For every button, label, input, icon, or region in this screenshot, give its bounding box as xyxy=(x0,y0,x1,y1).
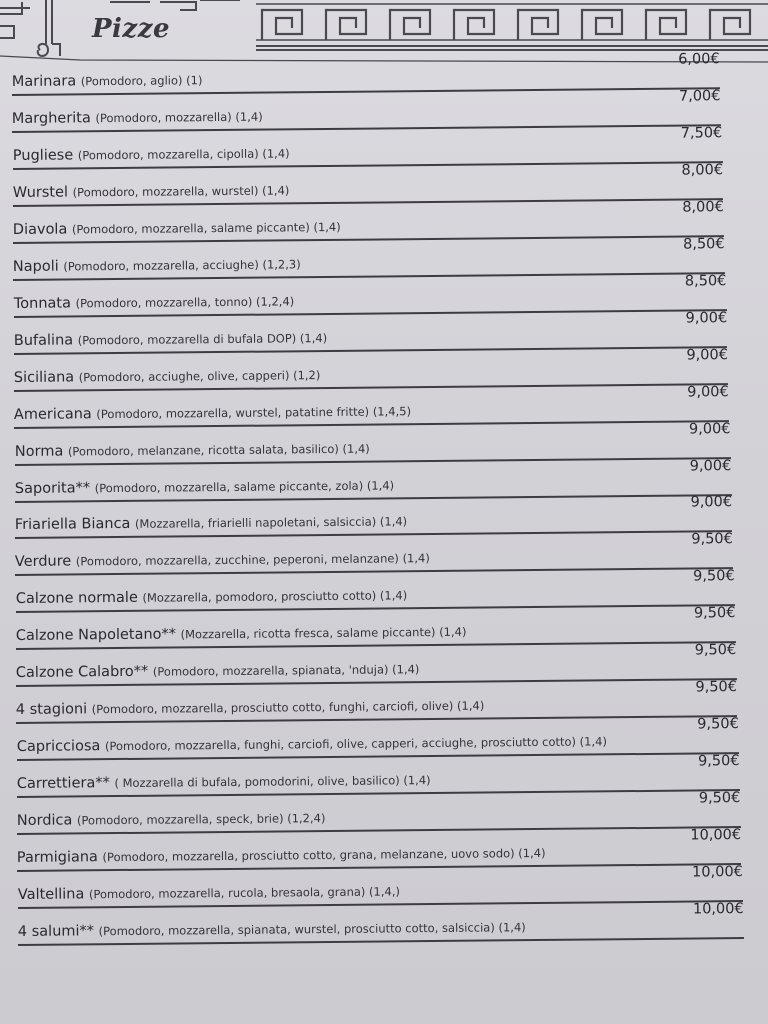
pizza-ingredients: ( Mozzarella di bufala, pomodorini, olive, basilico) (1,4) xyxy=(114,773,431,791)
pizza-name: 4 stagioni xyxy=(16,701,88,719)
pizza-price: 10,00€ xyxy=(691,864,743,881)
pizza-ingredients: (Pomodoro, mozzarella, prosciutto cotto, grana, melanzane, uovo sodo) (1,4) xyxy=(102,846,547,865)
pizza-price: 9,00€ xyxy=(686,346,729,364)
pizza-name: 4 salumi** xyxy=(17,923,95,941)
menu-item-name xyxy=(17,772,431,792)
pizza-price: 9,50€ xyxy=(698,790,741,807)
pizza-ingredients: (Pomodoro, mozzarella, salame piccante) (1,4) xyxy=(71,219,341,237)
pizza-price: 9,00€ xyxy=(687,383,730,401)
menu-item-name xyxy=(16,734,606,756)
pizza-ingredients: (Pomodoro, mozzarella, acciughe) (1,2,3) xyxy=(63,257,302,274)
pizza-ingredients: (Pomodoro, mozzarella, zucchine, peperoni, melanzane) (1,4) xyxy=(76,551,431,569)
pizza-price: 9,50€ xyxy=(694,642,737,659)
menu-item-name xyxy=(13,219,341,238)
menu-item-name xyxy=(14,367,321,386)
pizza-name: Pugliese xyxy=(12,147,73,164)
pizza-ingredients: (Pomodoro, mozzarella, tonno) (1,2,4) xyxy=(75,294,294,311)
pizza-ingredients: (Pomodoro, mozzarella, cipolla) (1,4) xyxy=(77,146,290,163)
pizza-name: Calzone Napoletano** xyxy=(15,626,176,645)
pizza-price: 9,00€ xyxy=(690,494,733,511)
pizza-ingredients: (Pomodoro, mozzarella, prosciutto cotto, funghi, carciofi, olive) (1,4) xyxy=(92,698,485,717)
pizza-name: Tonnata xyxy=(13,295,71,312)
pizza-price: 8,00€ xyxy=(681,162,723,179)
menu-item-name xyxy=(12,72,203,90)
pizza-name: Margherita xyxy=(12,110,92,127)
pizza-ingredients: (Mozzarella, ricotta fresca, salame piccante) (1,4) xyxy=(180,625,467,642)
menu-item-name xyxy=(15,477,394,497)
pizza-price: 8,50€ xyxy=(683,235,725,253)
section-title: Pizze xyxy=(92,14,170,44)
menu-item-name xyxy=(12,145,289,164)
menu-item-name xyxy=(15,588,406,608)
pizza-price: 8,00€ xyxy=(682,198,724,216)
pizza-ingredients: (Pomodoro, aglio) (1) xyxy=(80,73,203,89)
pizza-price: 8,50€ xyxy=(684,272,727,290)
pizza-name: Carrettiera** xyxy=(16,775,110,793)
pizza-ingredients: (Pomodoro, mozzarella, spianata, wurstel, prosciutto cotto, salsiccia) (1,4) xyxy=(98,920,526,939)
pizza-ingredients: (Pomodoro, mozzarella, speck, brie) (1,2,4) xyxy=(77,811,326,828)
pizza-name: Valtellina xyxy=(17,886,85,904)
pizza-price: 7,50€ xyxy=(680,125,722,142)
pizza-price: 9,50€ xyxy=(693,605,736,622)
pizza-name: Norma xyxy=(14,443,63,460)
pizza-name: Verdure xyxy=(15,553,72,571)
pizza-name: Capricciosa xyxy=(16,738,101,756)
pizza-price: 9,50€ xyxy=(691,531,734,548)
pizza-ingredients: (Pomodoro, mozzarella di bufala DOP) (1,4) xyxy=(77,330,328,348)
pizza-name: Wurstel xyxy=(12,184,68,201)
pizza-price: 9,50€ xyxy=(692,568,735,585)
pizza-ingredients: (Pomodoro, mozzarella, salame piccante, zola) (1,4) xyxy=(94,477,395,495)
pizza-price: 6,00€ xyxy=(678,51,720,68)
pizza-name: Siciliana xyxy=(13,369,75,386)
menu-item-name xyxy=(18,919,526,940)
pizza-ingredients: (Pomodoro, mozzarella, wurstel) (1,4) xyxy=(72,183,290,200)
pizza-name: Calzone Calabro** xyxy=(15,664,149,682)
menu-item-name xyxy=(12,109,263,127)
menu-item-name xyxy=(13,182,290,201)
menu-item-name xyxy=(14,403,411,423)
pizza-ingredients: (Pomodoro, mozzarella, funghi, carciofi, olive, capperi, acciughe, prosciutto cotto) (1,4) xyxy=(104,734,607,754)
pizza-name: Friariella Bianca xyxy=(14,516,131,534)
pizza-price: 10,00€ xyxy=(692,901,744,918)
menu-item-name xyxy=(13,256,301,275)
pizza-price: 9,00€ xyxy=(685,309,728,327)
pizza-name: Napoli xyxy=(13,258,60,275)
pizza-price: 9,50€ xyxy=(695,679,738,696)
pizza-ingredients: (Pomodoro, melanzane, ricotta salata, basilico) (1,4) xyxy=(67,441,370,459)
pizza-name: Americana xyxy=(14,405,93,423)
pizza-ingredients: (Mozzarella, pomodoro, prosciutto cotto) (1,4) xyxy=(142,588,407,606)
pizza-name: Bufalina xyxy=(13,332,74,349)
menu-item-name xyxy=(15,550,430,570)
menu-item-name xyxy=(16,661,420,681)
pizza-price: 9,50€ xyxy=(696,716,739,733)
pizza-price: 9,00€ xyxy=(688,420,731,438)
pizza-ingredients: (Pomodoro, mozzarella, rucola, bresaola, grana) (1,4,) xyxy=(88,884,400,902)
pizza-name: Nordica xyxy=(16,812,73,830)
pizza-name: Calzone normale xyxy=(15,590,138,608)
pizza-name: Parmigiana xyxy=(17,849,99,867)
menu-item-name xyxy=(15,514,407,534)
menu-item-name xyxy=(16,624,467,644)
menu-item-name xyxy=(17,845,546,866)
pizza-name: Marinara xyxy=(11,73,77,91)
pizza-ingredients: (Pomodoro, mozzarella, spianata, 'nduja) (1,4) xyxy=(152,662,420,679)
menu-item-name xyxy=(18,883,400,903)
pizza-price: 9,50€ xyxy=(697,753,740,770)
menu-item xyxy=(18,899,744,946)
pizza-ingredients: (Pomodoro, mozzarella, wurstel, patatine fritte) (1,4,5) xyxy=(96,403,412,421)
pizza-price: 9,00€ xyxy=(689,457,732,475)
menu-item-name xyxy=(14,440,369,459)
pizza-ingredients: (Pomodoro, acciughe, olive, capperi) (1,2) xyxy=(78,367,321,385)
pizza-ingredients: (Pomodoro, mozzarella) (1,4) xyxy=(95,109,263,126)
menu-item-name xyxy=(13,293,294,312)
menu-item-name xyxy=(16,698,485,718)
pizza-name: Saporita** xyxy=(14,479,91,497)
menu-item-name xyxy=(14,330,327,349)
pizza-price: 10,00€ xyxy=(690,827,742,844)
menu-item-name xyxy=(17,810,326,829)
pizza-price: 7,00€ xyxy=(679,88,721,105)
pizza-name: Diavola xyxy=(12,221,68,238)
pizza-ingredients: (Mozzarella, friarielli napoletani, salsiccia) (1,4) xyxy=(135,514,408,532)
